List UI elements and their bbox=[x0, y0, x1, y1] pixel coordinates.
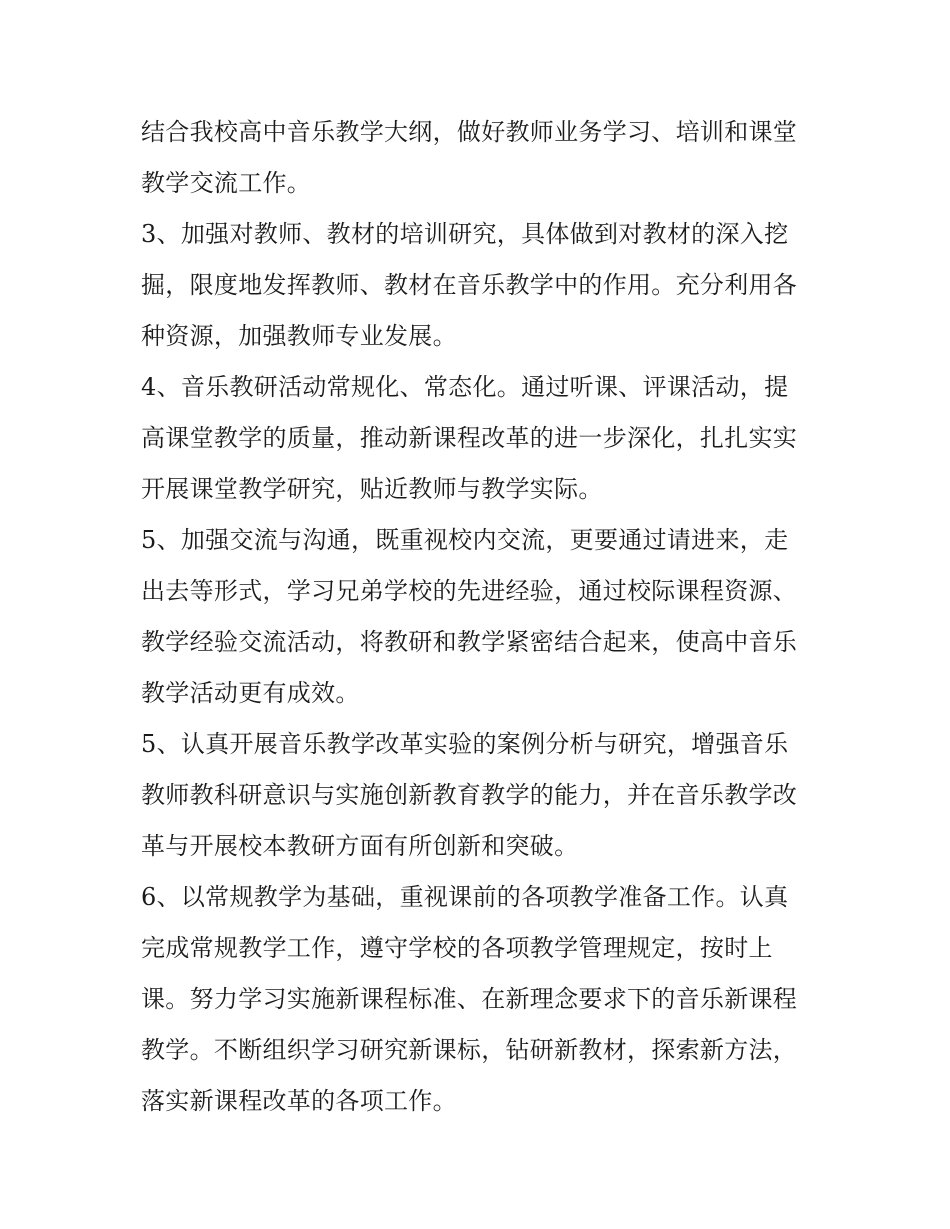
text-line: 4、音乐教研活动常规化、常态化。通过听课、评课活动，提 bbox=[141, 373, 789, 401]
text-line: 6、以常规教学为基础，重视课前的各项教学准备工作。认真 bbox=[141, 883, 789, 911]
text-line: 落实新课程改革的各项工作。 bbox=[141, 1087, 457, 1115]
text-line: 课。努力学习实施新课程标准、在新理念要求下的音乐新课程 bbox=[141, 985, 798, 1013]
text-line: 5、加强交流与沟通，既重视校内交流，更要通过请进来，走 bbox=[141, 526, 789, 554]
text-line: 结合我校高中音乐教学大纲，做好教师业务学习、培训和课堂 bbox=[141, 118, 798, 146]
text-line: 完成常规教学工作，遵守学校的各项教学管理规定，按时上 bbox=[141, 934, 773, 962]
text-line: 掘，限度地发挥教师、教材在音乐教学中的作用。充分利用各 bbox=[141, 271, 798, 299]
text-line: 革与开展校本教研方面有所创新和突破。 bbox=[141, 832, 579, 860]
text-line: 开展课堂教学研究，贴近教师与教学实际。 bbox=[141, 475, 603, 503]
text-line: 教学交流工作。 bbox=[141, 169, 312, 197]
text-line: 教学。不断组织学习研究新课标，钻研新教材，探索新方法， bbox=[141, 1036, 798, 1064]
text-line: 高课堂教学的质量，推动新课程改革的进一步深化，扎扎实实 bbox=[141, 424, 798, 452]
text-line: 教师教科研意识与实施创新教育教学的能力，并在音乐教学改 bbox=[141, 781, 798, 809]
text-line: 5、认真开展音乐教学改革实验的案例分析与研究，增强音乐 bbox=[141, 730, 789, 758]
text-line: 教学经验交流活动，将教研和教学紧密结合起来，使高中音乐 bbox=[141, 628, 798, 656]
text-line: 教学活动更有成效。 bbox=[141, 679, 360, 707]
text-line: 种资源，加强教师专业发展。 bbox=[141, 322, 457, 350]
body-text bbox=[141, 107, 821, 1127]
text-line: 3、加强对教师、教材的培训研究，具体做到对教材的深入挖 bbox=[141, 220, 789, 248]
text-line: 出去等形式，学习兄弟学校的先进经验，通过校际课程资源、 bbox=[141, 577, 798, 605]
